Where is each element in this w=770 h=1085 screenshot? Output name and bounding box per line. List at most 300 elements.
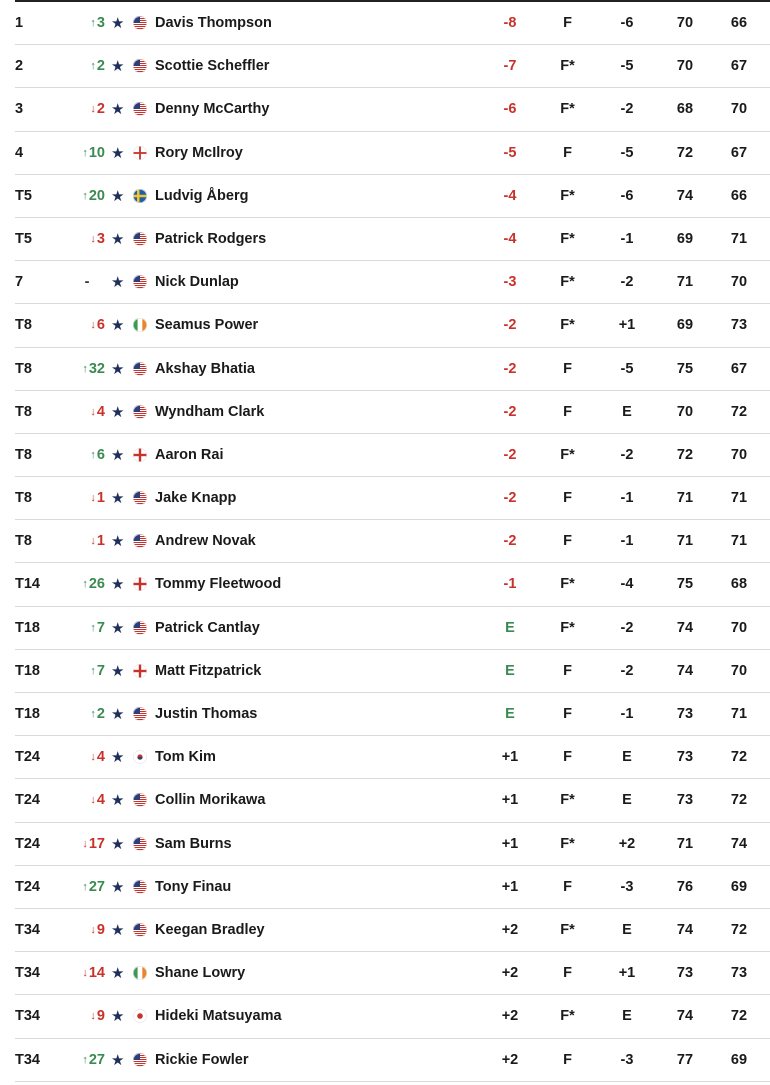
table-row[interactable] <box>15 693 770 736</box>
thru: F* <box>560 317 575 334</box>
position: T24 <box>15 792 40 809</box>
position: 4 <box>15 144 24 161</box>
favorite-star-icon[interactable]: ★ <box>111 490 125 508</box>
position-change <box>69 304 105 347</box>
player-name[interactable]: Matt Fitzpatrick <box>155 662 262 679</box>
position-change-value: 20 <box>88 187 105 204</box>
position-change <box>69 909 105 952</box>
favorite-star-icon[interactable]: ★ <box>111 921 125 939</box>
table-row[interactable] <box>15 175 770 218</box>
table-row[interactable] <box>15 477 770 520</box>
position-change <box>69 477 105 520</box>
favorite-star-icon[interactable]: ★ <box>111 792 125 810</box>
korea-flag-icon <box>133 750 147 764</box>
arrow-down-icon: ↓ <box>90 794 96 807</box>
today-score: -1 <box>620 706 634 722</box>
thru: F* <box>560 835 575 852</box>
us-flag-icon <box>133 837 147 851</box>
total-score: E <box>505 662 515 679</box>
player-name[interactable]: Rory McIlroy <box>155 144 243 161</box>
today-score: -2 <box>620 662 634 679</box>
position-change-value: 9 <box>96 921 105 938</box>
round-1-score: 75 <box>676 576 694 593</box>
favorite-star-icon[interactable]: ★ <box>111 230 125 248</box>
thru: F <box>563 15 572 31</box>
position: T8 <box>15 533 32 550</box>
position-change-value: 2 <box>96 101 105 118</box>
thru: F <box>563 533 572 550</box>
round-1-score: 71 <box>676 490 694 507</box>
position: T18 <box>15 662 40 679</box>
position: T5 <box>15 230 32 247</box>
thru: F <box>563 490 572 507</box>
thru: F <box>563 662 572 679</box>
position-change-value: 2 <box>96 706 105 722</box>
total-score: -7 <box>503 58 517 75</box>
table-row[interactable] <box>15 952 770 995</box>
arrow-up-icon: ↑ <box>90 448 96 461</box>
table-row[interactable] <box>15 563 770 606</box>
position: 7 <box>15 274 24 291</box>
position: T34 <box>15 1051 40 1068</box>
round-2-score: 68 <box>730 576 748 593</box>
total-score: -2 <box>503 533 517 550</box>
arrow-down-icon: ↓ <box>90 535 96 548</box>
total-score: -2 <box>503 446 517 463</box>
favorite-star-icon[interactable]: ★ <box>111 1008 125 1026</box>
table-row[interactable] <box>15 1039 770 1082</box>
today-score: E <box>622 921 632 938</box>
position-change <box>69 132 105 175</box>
round-2-score: 69 <box>730 1051 748 1068</box>
position: T34 <box>15 921 40 938</box>
position-change <box>69 952 105 995</box>
table-row[interactable] <box>15 736 770 779</box>
table-row[interactable] <box>15 218 770 261</box>
round-1-score: 69 <box>676 230 694 247</box>
round-1-score: 70 <box>676 15 694 31</box>
player-name[interactable]: Rickie Fowler <box>155 1051 249 1068</box>
today-score: -4 <box>620 576 634 593</box>
favorite-star-icon[interactable]: ★ <box>111 878 125 896</box>
thru: F <box>563 749 572 766</box>
favorite-star-icon[interactable]: ★ <box>111 360 125 378</box>
table-row[interactable] <box>15 995 770 1038</box>
round-2-score: 72 <box>730 792 748 809</box>
player-name[interactable]: Akshay Bhatia <box>155 360 255 377</box>
total-score: -4 <box>503 187 517 204</box>
player-name[interactable]: Jake Knapp <box>155 490 237 507</box>
position: T8 <box>15 360 32 377</box>
favorite-star-icon[interactable]: ★ <box>111 187 125 205</box>
position-change-value: 4 <box>96 792 105 809</box>
total-score: -1 <box>503 576 517 593</box>
position-change-value: 27 <box>88 878 105 895</box>
favorite-star-icon[interactable]: ★ <box>111 619 125 637</box>
today-score: -2 <box>620 446 634 463</box>
position: T5 <box>15 187 32 204</box>
favorite-star-icon[interactable]: ★ <box>111 317 125 335</box>
thru: F <box>563 360 572 377</box>
round-1-score: 72 <box>676 446 694 463</box>
position-change <box>69 736 105 779</box>
total-score: E <box>505 619 515 636</box>
position-change-value: 1 <box>96 490 105 507</box>
round-1-score: 74 <box>676 921 694 938</box>
position-change <box>69 218 105 261</box>
round-2-score: 71 <box>730 490 748 507</box>
favorite-star-icon[interactable]: ★ <box>111 749 125 767</box>
table-row[interactable] <box>15 779 770 822</box>
position-change <box>69 2 105 45</box>
us-flag-icon <box>133 880 147 894</box>
position: T34 <box>15 965 40 982</box>
round-2-score: 72 <box>730 403 748 420</box>
round-2-score: 71 <box>730 230 748 247</box>
position-change-value: 6 <box>96 317 105 334</box>
position: T14 <box>15 576 40 593</box>
us-flag-icon <box>133 16 147 30</box>
arrow-up-icon: ↑ <box>90 621 96 634</box>
total-score: +1 <box>501 878 519 895</box>
position-change <box>69 779 105 822</box>
position-change <box>69 823 105 866</box>
player-name[interactable]: Ludvig Åberg <box>155 187 249 204</box>
round-1-score: 73 <box>676 706 694 722</box>
player-name[interactable]: Patrick Cantlay <box>155 619 260 636</box>
thru: F <box>563 706 572 722</box>
round-1-score: 68 <box>676 101 694 118</box>
round-2-score: 70 <box>730 101 748 118</box>
arrow-up-icon: ↑ <box>82 880 88 893</box>
thru: F* <box>560 230 575 247</box>
thru: F* <box>560 58 575 75</box>
sweden-flag-icon <box>133 189 147 203</box>
us-flag-icon <box>133 534 147 548</box>
position: 3 <box>15 101 24 118</box>
arrow-down-icon: ↓ <box>90 103 96 116</box>
today-score: +1 <box>618 317 636 334</box>
position: T18 <box>15 706 40 722</box>
today-score: E <box>622 1008 632 1025</box>
total-score: -2 <box>503 403 517 420</box>
position-change-value: 14 <box>88 965 105 982</box>
favorite-star-icon[interactable]: ★ <box>111 403 125 421</box>
round-1-score: 73 <box>676 965 694 982</box>
ireland-flag-icon <box>133 966 147 980</box>
us-flag-icon <box>133 1053 147 1067</box>
total-score: -4 <box>503 230 517 247</box>
arrow-up-icon: ↑ <box>82 578 88 591</box>
position-change-value: 3 <box>96 15 105 31</box>
round-1-score: 73 <box>676 792 694 809</box>
arrow-down-icon: ↓ <box>90 232 96 245</box>
thru: F* <box>560 187 575 204</box>
arrow-down-icon: ↓ <box>90 492 96 505</box>
us-flag-icon <box>133 621 147 635</box>
today-score: +1 <box>618 965 636 982</box>
table-row[interactable] <box>15 434 770 477</box>
position-change <box>69 175 105 218</box>
today-score: -1 <box>620 230 634 247</box>
round-2-score: 74 <box>730 835 748 852</box>
arrow-up-icon: ↑ <box>82 189 88 202</box>
player-name[interactable]: Wyndham Clark <box>155 403 265 420</box>
position: T24 <box>15 749 40 766</box>
round-1-score: 74 <box>676 1008 694 1025</box>
round-2-score: 72 <box>730 921 748 938</box>
table-row[interactable] <box>15 88 770 131</box>
thru: F <box>563 878 572 895</box>
position: T8 <box>15 490 32 507</box>
total-score: +2 <box>501 1008 519 1025</box>
position: T34 <box>15 1008 40 1025</box>
table-row[interactable] <box>15 348 770 391</box>
arrow-down-icon: ↓ <box>90 405 96 418</box>
table-row[interactable] <box>15 132 770 175</box>
arrow-up-icon: ↑ <box>82 362 88 375</box>
arrow-down-icon: ↓ <box>90 751 96 764</box>
favorite-star-icon[interactable]: ★ <box>111 965 125 983</box>
player-name[interactable]: Tommy Fleetwood <box>155 576 282 593</box>
favorite-star-icon[interactable]: ★ <box>111 15 125 32</box>
round-1-score: 69 <box>676 317 694 334</box>
player-name[interactable]: Seamus Power <box>155 317 259 334</box>
round-1-score: 74 <box>676 187 694 204</box>
england-flag-icon <box>133 448 147 462</box>
round-2-score: 70 <box>730 662 748 679</box>
table-row[interactable] <box>15 650 770 693</box>
table-row[interactable] <box>15 607 770 650</box>
table-row[interactable] <box>15 391 770 434</box>
position: T8 <box>15 317 32 334</box>
japan-flag-icon <box>133 1009 147 1023</box>
thru: F* <box>560 446 575 463</box>
total-score: E <box>505 706 515 722</box>
total-score: -3 <box>503 274 517 291</box>
player-name[interactable]: Scottie Scheffler <box>155 58 270 75</box>
today-score: -1 <box>620 533 634 550</box>
today-score: -1 <box>620 490 634 507</box>
round-1-score: 71 <box>676 533 694 550</box>
total-score: +1 <box>501 792 519 809</box>
today-score: -2 <box>620 619 634 636</box>
position-change <box>69 348 105 391</box>
thru: F* <box>560 619 575 636</box>
today-score: +2 <box>618 835 636 852</box>
position-change-value: 4 <box>96 403 105 420</box>
northern-ireland-flag-icon <box>133 146 147 160</box>
position-change <box>69 391 105 434</box>
arrow-down-icon: ↓ <box>82 837 88 850</box>
position-change-value: 17 <box>88 835 105 852</box>
round-1-score: 77 <box>676 1051 694 1068</box>
favorite-star-icon[interactable]: ★ <box>111 58 125 76</box>
player-name[interactable]: Denny McCarthy <box>155 101 270 118</box>
arrow-up-icon: ↑ <box>90 664 96 677</box>
position-change-value: 7 <box>96 619 105 636</box>
position-change <box>69 88 105 131</box>
table-row[interactable] <box>15 823 770 866</box>
thru: F* <box>560 792 575 809</box>
thru: F* <box>560 921 575 938</box>
today-score: -2 <box>620 101 634 118</box>
us-flag-icon <box>133 59 147 73</box>
total-score: +1 <box>501 749 519 766</box>
player-name[interactable]: Tom Kim <box>155 749 216 766</box>
position-change <box>69 45 105 88</box>
table-row[interactable] <box>15 866 770 909</box>
total-score: -5 <box>503 144 517 161</box>
arrow-up-icon: ↑ <box>82 146 88 159</box>
today-score: E <box>622 792 632 809</box>
arrow-down-icon: ↓ <box>82 967 88 980</box>
round-2-score: 72 <box>730 1008 748 1025</box>
player-name[interactable]: Davis Thompson <box>155 15 272 31</box>
round-1-score: 70 <box>676 403 694 420</box>
position-change <box>69 650 105 693</box>
thru: F <box>563 1051 572 1068</box>
thru: F* <box>560 101 575 118</box>
favorite-star-icon[interactable]: ★ <box>111 144 125 162</box>
us-flag-icon <box>133 102 147 116</box>
player-name[interactable]: Aaron Rai <box>155 446 224 463</box>
round-2-score: 67 <box>730 144 748 161</box>
position: T18 <box>15 619 40 636</box>
round-1-score: 74 <box>676 662 694 679</box>
round-1-score: 75 <box>676 360 694 377</box>
round-2-score: 73 <box>730 317 748 334</box>
round-2-score: 73 <box>730 965 748 982</box>
table-row[interactable] <box>15 261 770 304</box>
thru: F <box>563 965 572 982</box>
position: T8 <box>15 403 32 420</box>
round-2-score: 71 <box>730 533 748 550</box>
favorite-star-icon[interactable]: ★ <box>111 274 125 292</box>
us-flag-icon <box>133 405 147 419</box>
thru: F* <box>560 1008 575 1025</box>
position-change-value: 26 <box>88 576 105 593</box>
position-change <box>69 1039 105 1082</box>
today-score: -3 <box>620 1051 634 1068</box>
position-change <box>69 693 105 736</box>
table-row[interactable] <box>15 304 770 347</box>
round-2-score: 66 <box>730 15 748 31</box>
favorite-star-icon[interactable]: ★ <box>111 101 125 119</box>
total-score: +2 <box>501 921 519 938</box>
position: 2 <box>15 58 24 75</box>
us-flag-icon <box>133 793 147 807</box>
favorite-star-icon[interactable]: ★ <box>111 1051 125 1069</box>
arrow-down-icon: ↓ <box>90 319 96 332</box>
total-score: -2 <box>503 360 517 377</box>
today-score: -3 <box>620 878 634 895</box>
position-change-value: 7 <box>96 662 105 679</box>
us-flag-icon <box>133 275 147 289</box>
favorite-star-icon[interactable]: ★ <box>111 706 125 723</box>
player-name[interactable]: Collin Morikawa <box>155 792 266 809</box>
arrow-down-icon: ↓ <box>90 1010 96 1023</box>
position: T24 <box>15 878 40 895</box>
england-flag-icon <box>133 577 147 591</box>
round-2-score: 71 <box>730 706 748 722</box>
today-score: -2 <box>620 274 634 291</box>
position-change-value: 6 <box>96 446 105 463</box>
round-2-score: 70 <box>730 446 748 463</box>
round-1-score: 72 <box>676 144 694 161</box>
position-change <box>69 995 105 1038</box>
player-name[interactable]: Patrick Rodgers <box>155 230 267 247</box>
us-flag-icon <box>133 707 147 721</box>
player-name[interactable]: Nick Dunlap <box>155 274 239 291</box>
position: T24 <box>15 835 40 852</box>
player-name[interactable]: Andrew Novak <box>155 533 256 550</box>
round-1-score: 76 <box>676 878 694 895</box>
position-change <box>69 434 105 477</box>
today-score: -5 <box>620 144 634 161</box>
round-2-score: 67 <box>730 58 748 75</box>
us-flag-icon <box>133 491 147 505</box>
position: 1 <box>15 15 24 31</box>
total-score: +1 <box>501 835 519 852</box>
position-change <box>77 261 97 304</box>
table-row[interactable] <box>15 520 770 563</box>
position-change-value: 10 <box>88 144 105 161</box>
favorite-star-icon[interactable]: ★ <box>111 662 125 680</box>
us-flag-icon <box>133 923 147 937</box>
total-score: +2 <box>501 965 519 982</box>
round-2-score: 70 <box>730 619 748 636</box>
arrow-up-icon: ↑ <box>90 60 96 73</box>
favorite-star-icon[interactable]: ★ <box>111 576 125 594</box>
total-score: -2 <box>503 490 517 507</box>
arrow-up-icon: ↑ <box>90 17 96 29</box>
ireland-flag-icon <box>133 318 147 332</box>
today-score: -6 <box>620 187 634 204</box>
player-name[interactable]: Hideki Matsuyama <box>155 1008 282 1025</box>
total-score: -2 <box>503 317 517 334</box>
total-score: -8 <box>503 15 517 31</box>
today-score: -6 <box>620 15 634 31</box>
favorite-star-icon[interactable]: ★ <box>111 835 125 853</box>
arrow-up-icon: ↑ <box>90 708 96 720</box>
player-name[interactable]: Keegan Bradley <box>155 921 265 938</box>
player-name[interactable]: Justin Thomas <box>155 706 258 722</box>
round-1-score: 70 <box>676 58 694 75</box>
round-2-score: 66 <box>730 187 748 204</box>
round-2-score: 70 <box>730 274 748 291</box>
favorite-star-icon[interactable]: ★ <box>111 446 125 464</box>
table-row[interactable] <box>15 2 770 45</box>
position-change <box>69 520 105 563</box>
round-1-score: 73 <box>676 749 694 766</box>
player-name[interactable]: Shane Lowry <box>155 965 246 982</box>
total-score: -6 <box>503 101 517 118</box>
today-score: E <box>622 749 632 766</box>
position-change <box>69 607 105 650</box>
position-change-value: 2 <box>96 58 105 75</box>
table-row[interactable] <box>15 45 770 88</box>
position-change-value: 3 <box>96 230 105 247</box>
player-name[interactable]: Sam Burns <box>155 835 232 852</box>
table-row[interactable] <box>15 909 770 952</box>
favorite-star-icon[interactable]: ★ <box>111 533 125 551</box>
round-1-score: 74 <box>676 619 694 636</box>
us-flag-icon <box>133 362 147 376</box>
player-name[interactable]: Tony Finau <box>155 878 232 895</box>
leaderboard-rows <box>0 2 770 1082</box>
total-score: +2 <box>501 1051 519 1068</box>
